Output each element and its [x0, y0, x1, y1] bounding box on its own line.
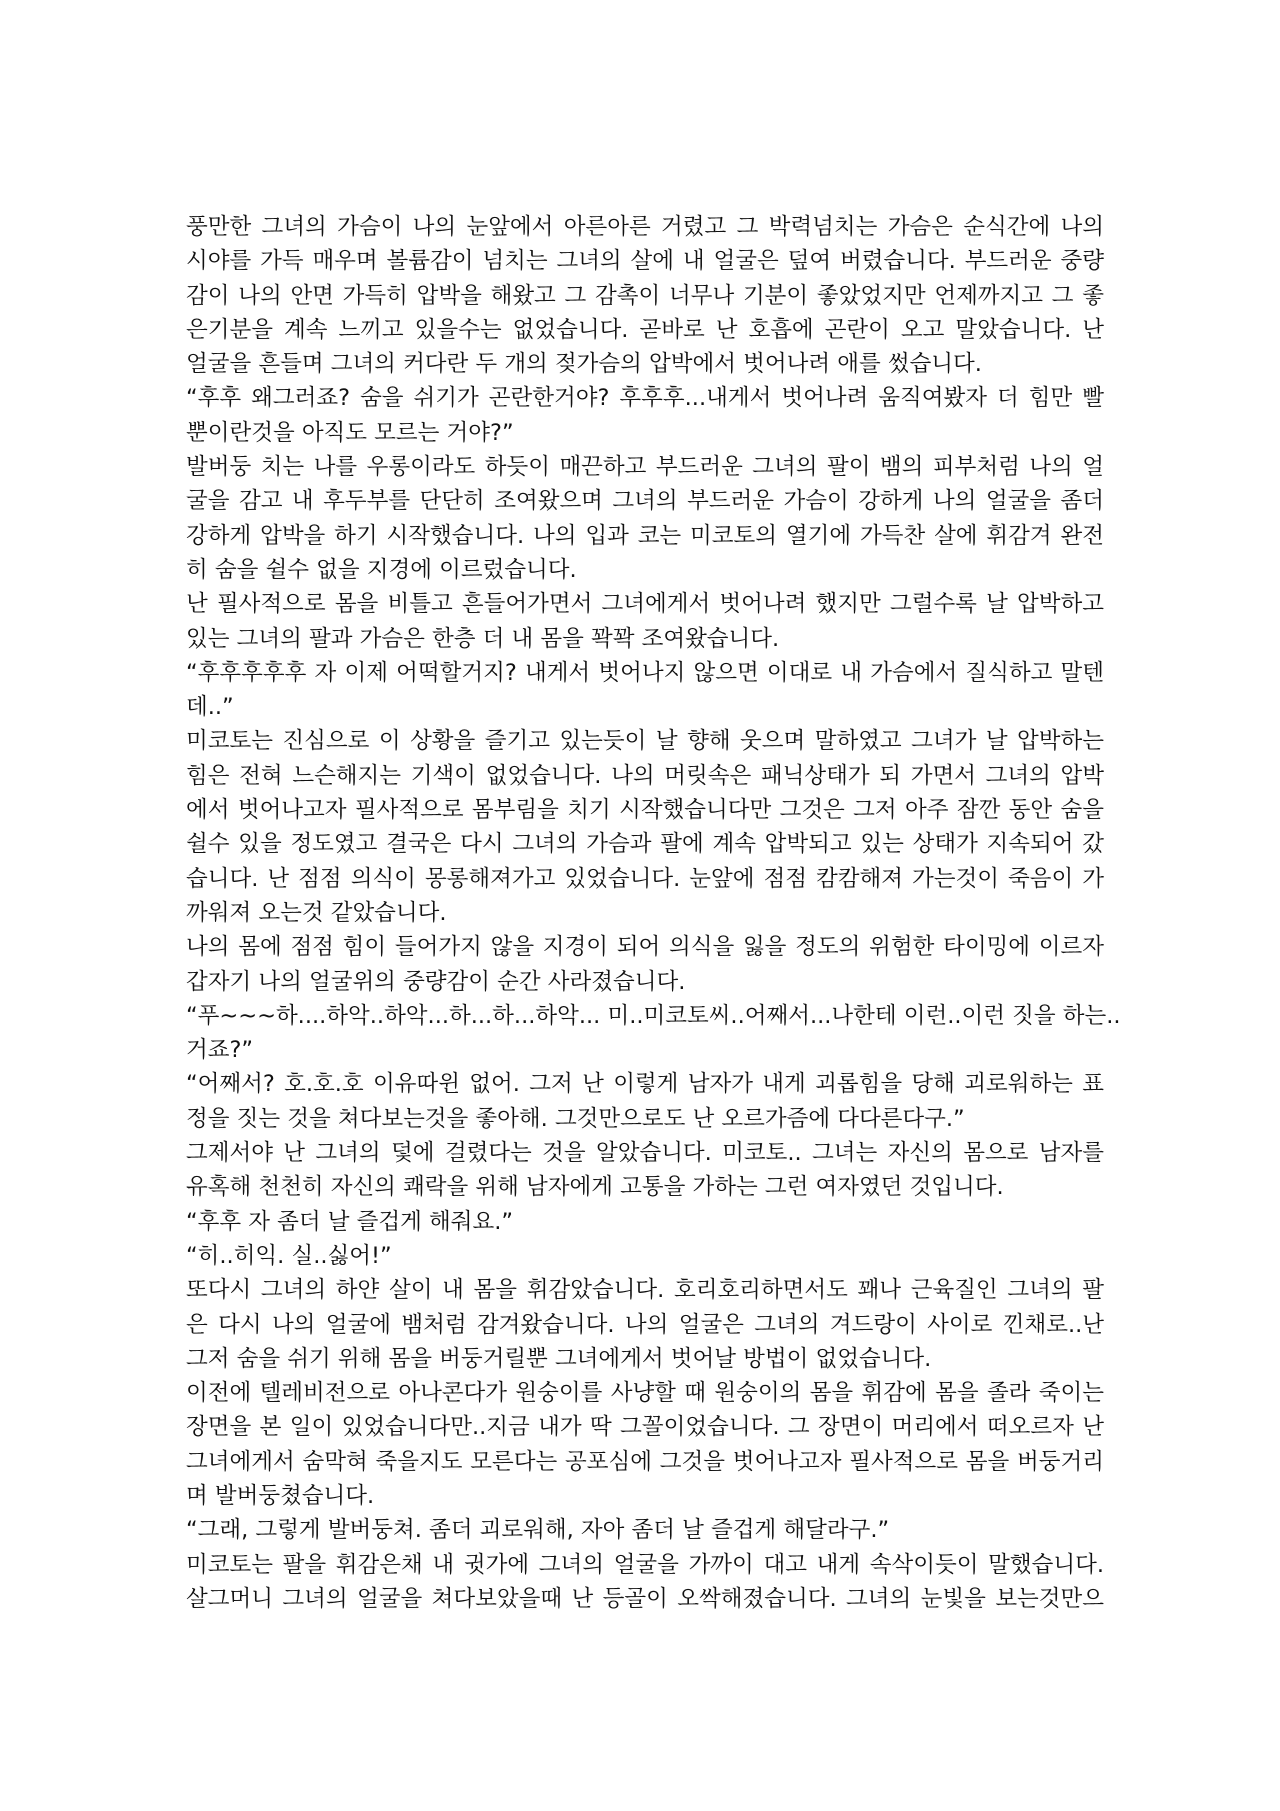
text-line: 갑자기 나의 얼굴위의 중량감이 순간 사라졌습니다. [186, 968, 686, 995]
text-line: 거죠?” [186, 1037, 254, 1064]
text-line: 습니다. 난 점점 의식이 몽롱해져가고 있었습니다. 눈앞에 점점 캄캄해져 가는것이 죽음이 가 [186, 865, 1104, 892]
text-line: “후후후후후 자 이제 어떡할거지? 내게서 벗어나지 않으면 이대로 내 가슴에서 질식하고 말텐 [186, 659, 1104, 686]
text-line: 그녀에게서 숨막혀 죽을지도 모른다는 공포심에 그것을 벗어나고자 필사적으로 몸을 버둥거리 [186, 1448, 1104, 1475]
text-line: “푸~~~하....하악..하악...하...하...하악... 미..미코토씨..어째서...나한테 이런..이런 짓을 하는.. [186, 1002, 1121, 1029]
text-line: 발버둥 치는 나를 우롱이라도 하듯이 매끈하고 부드러운 그녀의 팔이 뱀의 피부처럼 나의 얼 [186, 454, 1104, 481]
paragraph [186, 1205, 1104, 1239]
text-line: 뿐이란것을 아직도 모르는 거야?” [186, 419, 514, 446]
text-line: “히..히익. 실..싫어!” [186, 1242, 392, 1269]
text-line: “후후 왜그러죠? 숨을 쉬기가 곤란한거야? 후후후...내게서 벗어나려 움직여봤자 더 힘만 빨 [186, 385, 1104, 412]
text-line: 유혹해 천천히 자신의 쾌락을 위해 남자에게 고통을 가하는 그런 여자였던 것입니다. [186, 1174, 1004, 1201]
text-line: 미코토는 진심으로 이 상황을 즐기고 있는듯이 날 향해 웃으며 말하였고 그녀가 날 압박하는 [186, 728, 1104, 755]
text-line: 미코토는 팔을 휘감은채 내 귓가에 그녀의 얼굴을 가까이 대고 내게 속삭이듯이 말했습니다. [186, 1551, 1104, 1578]
paragraph [186, 1376, 1104, 1513]
text-line: 또다시 그녀의 하얀 살이 내 몸을 휘감았습니다. 호리호리하면서도 꽤나 근육질인 그녀의 팔 [186, 1277, 1104, 1304]
text-line: 살그머니 그녀의 얼굴을 쳐다보았을때 난 등골이 오싹해졌습니다. 그녀의 눈빛을 보는것만으 [186, 1585, 1104, 1612]
text-line: 그제서야 난 그녀의 덫에 걸렸다는 것을 알았습니다. 미코토.. 그녀는 자신의 몸으로 남자를 [186, 1140, 1104, 1167]
text-line: “그래, 그렇게 발버둥쳐. 좀더 괴로워해, 자아 좀더 날 즐겁게 해달라구.” [186, 1517, 890, 1544]
paragraph [186, 724, 1104, 930]
text-line: 있는 그녀의 팔과 가슴은 한층 더 내 몸을 꽉꽉 조여왔습니다. [186, 625, 780, 652]
paragraph [186, 587, 1104, 656]
text-line: 감이 나의 안면 가득히 압박을 해왔고 그 감촉이 너무나 기분이 좋았었지만 언제까지고 그 좋 [186, 282, 1104, 309]
text-line: 힘은 전혀 느슨해지는 기색이 없었습니다. 나의 머릿속은 패닉상태가 되 가면서 그녀의 압박 [186, 762, 1104, 789]
text-line: 굴을 감고 내 후두부를 단단히 조여왔으며 그녀의 부드러운 가슴이 강하게 나의 얼굴을 좀더 [186, 488, 1104, 515]
text-line: 시야를 가득 매우며 볼륨감이 넘치는 그녀의 살에 내 얼굴은 덮여 버렸습니다. 부드러운 중량 [186, 248, 1104, 275]
text-line: “어째서? 호.호.호 이유따윈 없어. 그저 난 이렇게 남자가 내게 괴롭힘을 당해 괴로워하는 표 [186, 1071, 1104, 1098]
text-line: 은 다시 나의 얼굴에 뱀처럼 감겨왔습니다. 나의 얼굴은 그녀의 겨드랑이 사이로 낀채로..난 [186, 1311, 1104, 1338]
text-line: “후후 자 좀더 날 즐겁게 해줘요.” [186, 1208, 514, 1235]
paragraph [186, 1067, 1104, 1136]
text-line: 은기분을 계속 느끼고 있을수는 없었습니다. 곧바로 난 호흡에 곤란이 오고 말았습니다. 난 [186, 316, 1104, 343]
paragraph [186, 1513, 1104, 1547]
text-line: 에서 벗어나고자 필사적으로 몸부림을 치기 시작했습니다만 그것은 그저 아주 잠깐 동안 숨을 [186, 797, 1104, 824]
paragraph [186, 381, 1104, 450]
text-line: 강하게 압박을 하기 시작했습니다. 나의 입과 코는 미코토의 열기에 가득찬 살에 휘감겨 완전 [186, 522, 1104, 549]
paragraph [186, 1548, 1104, 1617]
text-line: 히 숨을 쉴수 없을 지경에 이르렀습니다. [186, 556, 577, 583]
text-line: 난 필사적으로 몸을 비틀고 흔들어가면서 그녀에게서 벗어나려 했지만 그럴수록 날 압박하고 [186, 591, 1104, 618]
text-line: 나의 몸에 점점 힘이 들어가지 않을 지경이 되어 의식을 잃을 정도의 위험한 타이밍에 이르자 [186, 934, 1104, 961]
text-line: 정을 짓는 것을 쳐다보는것을 좋아해. 그것만으로도 난 오르가즘에 다다른다구.” [186, 1105, 965, 1132]
body-text [186, 210, 1121, 1616]
paragraph [186, 656, 1104, 725]
paragraph [186, 210, 1104, 381]
paragraph [186, 999, 1121, 1068]
text-line: 얼굴을 흔들며 그녀의 커다란 두 개의 젖가슴의 압박에서 벗어나려 애를 썼습니다. [186, 351, 982, 378]
paragraph [186, 1273, 1104, 1376]
text-line: 장면을 본 일이 있었습니다만..지금 내가 딱 그꼴이었습니다. 그 장면이 머리에서 떠오르자 난 [186, 1414, 1104, 1441]
text-line: 까워져 오는것 같았습니다. [186, 899, 447, 926]
text-line: 풍만한 그녀의 가슴이 나의 눈앞에서 아른아른 거렸고 그 박력넘치는 가슴은 순식간에 나의 [186, 214, 1104, 240]
paragraph [186, 450, 1104, 587]
text-line: 데..” [186, 694, 234, 721]
text-line: 이전에 텔레비전으로 아나콘다가 원숭이를 사냥할 때 원숭이의 몸을 휘감에 몸을 졸라 죽이는 [186, 1380, 1104, 1407]
text-line: 쉴수 있을 정도였고 결국은 다시 그녀의 가슴과 팔에 계속 압박되고 있는 상태가 지속되어 갔 [186, 831, 1104, 858]
paragraph [186, 1136, 1104, 1205]
text-line: 며 발버둥쳤습니다. [186, 1482, 375, 1509]
paragraph [186, 1239, 1104, 1273]
paragraph [186, 930, 1104, 999]
text-line: 그저 숨을 쉬기 위해 몸을 버둥거릴뿐 그녀에게서 벗어날 방법이 없었습니다. [186, 1345, 932, 1372]
